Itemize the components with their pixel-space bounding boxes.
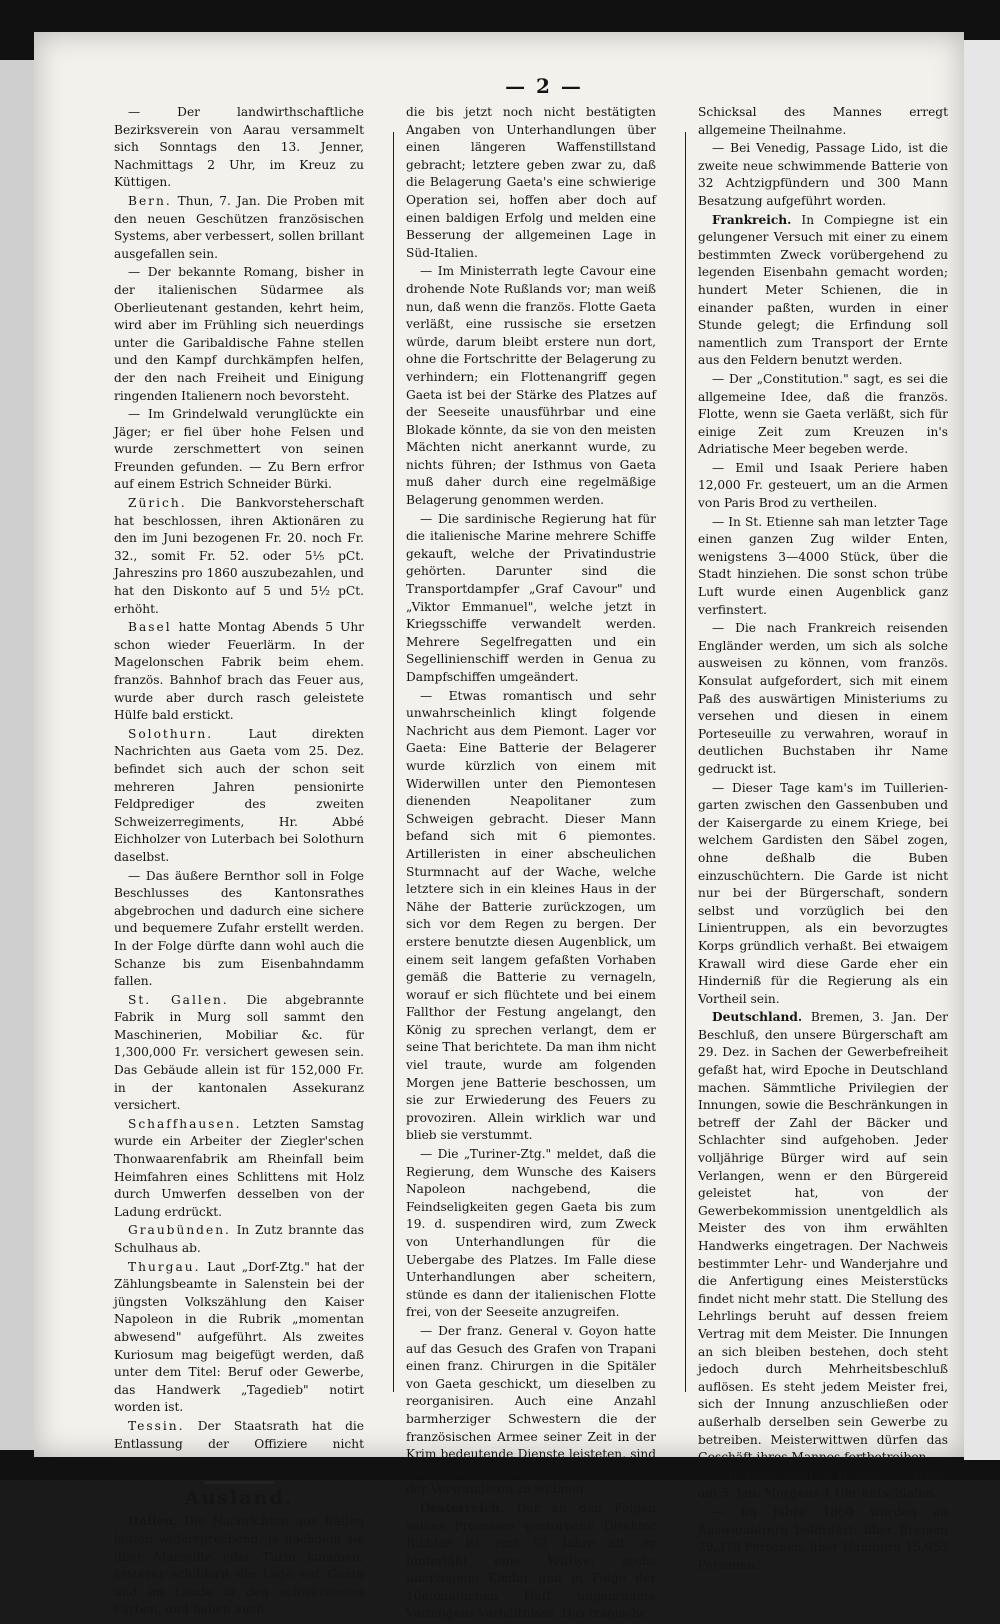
article-bezirksverein: — Der landwirthschaftliche Bezirksverein von Aarau versammelt sich Sonntags den 13. Jenner, Nachmittags 2 Uhr, im Kreuz zu Küttigen. [114, 105, 364, 190]
country-italien: Italien. [128, 1514, 178, 1529]
article-turiner-ztg: — Die „Turiner-Ztg." meldet, daß die Regierung, dem Wunsche des Kaisers Napoleon nachgebend, die Feindseligkeiten gegen Gaeta bis zum 19. d. suspendiren wird, zum Zweck von Unterhandlungen für die Uebergabe des Platzes. Im Falle diese Unterhandlungen aber scheitern, stünde es dann der italienischen Flotte frei, von der Seeseite anzugreifen. [406, 1147, 656, 1320]
column-1 [114, 104, 364, 1620]
column-3 [698, 104, 948, 1575]
article-goyon: — Der franz. General v. Goyon hatte auf das Gesuch des Grafen von Trapani einen franz. Chirurgen in die Spitäler von Gaeta geschickt, um dieselben zu reorganisiren. Auch eine Anzahl barmherziger Schwestern die der französischen Armee seiner Zeit in der Krim bedeutende Dienste leisteten, sind nach Gaeta gereist, um sich der Pflege der Verwundeten zu widmen. [406, 1323, 656, 1497]
place-st-gallen: St. Gallen. [128, 992, 229, 1007]
article-gaeta-batterie: — Etwas romantisch und sehr unwahrscheinlich klingt folgende Nachricht aus dem Piemont. Lager vor Gaeta: Eine Batterie der Belagerer wurde kürzlich von einem mit Widerwillen unter den Piemontesen dienenden Neapolitaner zum Schweigen gebracht. Dieser Mann befand sich mit 6 piemontes. Artilleristen in einer abscheulichen Sturmnacht auf der Wache, welche letztere sich in ein kleines Haus in der Nähe der Batterie zurückzogen, um sich vor dem Regen zu bergen. Der erstere benutzte diesen Augenblick, um einem seit langem gefaßten Vorhaben gemäß die Batterie zu vernageln, worauf er sich flüchtete und bei einem Fallthor der Festung angelangt, den König zu sprechen verlangt, dem er seine That berichtete. Da man ihm nicht viel traute, wurde am folgenden Morgen jene Batterie beschossen, um sie zur Erwiederung des Feuers zu provoziren. Allein wirklich war und blieb sie verstummt. [406, 688, 656, 1143]
article-graubuenden: Graubünden. In Zutz brannte das Schulhaus ab. [114, 1223, 364, 1255]
article-deutschland: Deutschland. Bremen, 3. Jan. Der Beschluß, den unsere Bürgerschaft am 29. Dez. in Sachen der Gewerbefreiheit gefaßt hat, wird Epoche in Deutschland machen. Sämmtliche Privilegien der Innungen, sowie die Beschränkungen in betreff der Zahl der Bäcker und Schlachter sind aufgehoben. Jeder volljährige Bürger wird auf sein Verlangen, wenn er den Bürgereid geleistet hat, von der Gewerbekommission unentgeldlich als Meister des von ihm erwählten Handwerks eingetragen. Der Nachweis bestimmter Lehr- und Wanderjahre und die Anfertigung eines Meisterstücks findet nicht mehr statt. Die Stellung des Lehrlings beruht auf dessen freiem Vertrag mit dem Meister. Die Innungen an sich bleiben bestehen, doch steht jedoch durch Mehrheitsbeschluß auflösen. Es steht jedem Meister frei, sich der Innung anzuschließen oder außerhalb derselben sein Gewerbe zu betreiben. Meisterwittwen dürfen das Geschäft ihres Mannes fortbetreiben. [698, 1010, 948, 1465]
article-thurgau: Thurgau. Laut „Dorf-Ztg." hat der Zählungsbeamte in Salenstein bei der jüngsten Volkszählung den Kaiser Napoleon in die Rubrik „momentan abwesend" aufgeführt. Als zweites Kuriosum mag beigefügt werden, daß unter dem Titel: Beruf oder Gewerbe, das Handwerk „Tagedieb" notirt worden ist. [114, 1259, 364, 1415]
article-italien-cont: die bis jetzt noch nicht bestätigten Angaben von Unterhandlungen über einen längeren Waffenstillstand gebracht; letztere geben zwar zu, daß die Belagerung Gaeta's eine schwierige Operation sei, hoffen aber doch auf einen baldigen Erfolg und melden eine Besserung der allgemeinen Lage in Süd-Italien. [406, 105, 656, 260]
article-bern: Bern. Thun, 7. Jan. Die Proben mit den neuen Geschützen französischen Systems, aber verbessert, sollen brillant ausgefallen sein. [114, 193, 364, 261]
article-constitution: — Der „Constitution." sagt, es sei die allgemeine Idee, daß die französ. Flotte, wenn sie Gaeta verläßt, sich für einige Zeit zum Kreuzen in's Adriatische Meer begeben werde. [698, 371, 948, 457]
article-grindelwald: — Im Grindelwald verunglückte ein Jäger; er fiel über hohe Felsen und wurde zerschmettert von seinen Freunden gefunden. — Zu Bern erfror auf einem Estrich Schneider Bürki. [114, 407, 364, 492]
country-deutschland: Deutschland. [712, 1010, 803, 1025]
article-schaffhausen: Schaffhausen. Letzten Samstag wurde ein Arbeiter der Ziegler'schen Thonwaarenfabrik am Rheinfall beim Heimfahren eines Schlittens mit Holz durch Umwerfen desselben von der Ladung erdrückt. [114, 1116, 364, 1219]
article-tessin: Tessin. Der Staatsrath hat die Entlassung der Offiziere nicht angenommen. [114, 1418, 364, 1469]
section-heading-ausland: Ausland. [184, 1486, 294, 1509]
article-basel: Basel hatte Montag Abends 5 Uhr schon wieder Feuerlärm. In der Magelonschen Fabrik beim ehem. französ. Bahnhof brach das Feuer aus, wurde aber durch rasch geleistete Hülfe bald erstickt. [114, 620, 364, 723]
article-bernthor: — Das äußere Bernthor soll in Folge Beschlusses des Kantonsrathes abgebrochen und dadurch eine sichere und bequemere Zufahr erstellt werden. In der Folge dürfte dann wohl auch die Schanze bis zum Eisenbahndamm fallen. [114, 868, 364, 989]
article-oesterreich: Oesterreich. Der an den Folgen seines Prozesses gestorbene Direktor Richter ist erst 52 Jahre alt; er hinterläßt eine Wittwe, sechs unerzogene Kinder und in Folge der 10monatlichen Haft ungeordnete Vermögens-Verhältnisse. Das tragische [406, 1500, 656, 1621]
page-number: — 2 — [505, 74, 583, 98]
article-sardinische-marine: — Die sardinische Regierung hat für die italienische Marine mehrere Schiffe gekauft, welche der Privatindustrie gehörten. Darunter sind die Transportdampfer „Graf Cavour" und „Viktor Emmanuel", welche jetzt in Kriegsschiffe verwandelt werden. Mehrere Segelfregatten und ein Segellinienschiff werden in Genua zu Dampfschiffen umgeändert. [406, 511, 656, 684]
article-englaender: — Die nach Frankreich reisenden Engländer werden, um sich als solche ausweisen zu können, vom französ. Konsulat aufgefordert, sich mit einem Paß des auswärtigen Ministeriums zu versehen und diesen in einem Porteseuille zu verwahren, worauf in deutlichen Buchstaben ihr Name gedruckt ist. [698, 621, 948, 776]
place-zuerich: Zürich. [128, 496, 187, 511]
article-cavour: — Im Ministerrath legte Cavour eine drohende Note Rußlands vor; man weiß nun, daß wenn die französ. Flotte Gaeta verläßt, eine russische sie ersetzen würde, darum bleibt erstere nun dort, ohne die Fortschritte der Belagerung zu verhindern; ein Flottenangriff gegen Gaeta ist bei der Stärke des Platzes auf der Seeseite unausführbar und eine Blokade könnte, da sie von den meisten Mächten nicht anerkannt wurde, zu nichts führen; der Isthmus von Gaeta muß daher durch eine regelmäßige Belagerung genommen werden. [406, 264, 656, 508]
article-auswanderer: — Im Jahre 1860 wurden an Auswanderern befördert: über Bremen 29,378 Personen, über Hamburg 15,953 Personen. [698, 1504, 948, 1572]
country-frankreich: Frankreich. [712, 212, 792, 227]
previous-page-edge [0, 60, 38, 1450]
article-zuerich: Zürich. Die Bankvorsteherschaft hat beschlossen, ihren Aktionären zu den im Juni bezogenen Fr. 20. noch Fr. 32., somit Fr. 52. oder 5⅕ pCt. Jahreszins pro 1860 auszubezahlen, und hat den Diskonto auf 5 und 5½ pCt. erhöht. [114, 496, 364, 616]
column-2 [406, 104, 656, 1624]
article-tuillerien: — Dieser Tage kam's im Tuillerien-garten zwischen den Gassenbuben und der Kaisergarde zu einem Kriege, bei welchem Gardisten den Säbel zogen, ohne deßhalb die Buben einzuschüchtern. Die Garde ist nicht nur bei der Bürgerschaft, sondern selbst und vorzüglich bei den Linientruppen, als ein bevorzugtes Korps gründlich verhaßt. Bei etwaigem Krawall wird diese Garde eher ein Hinderniß für die Regierung als ein Vortheil sein. [698, 780, 948, 1006]
article-oesterreich-cont: Schicksal des Mannes erregt allgemeine Theilnahme. [698, 105, 948, 137]
place-bern: Bern. [128, 193, 172, 208]
column-divider-2 [685, 132, 686, 1392]
article-periere: — Emil und Isaak Periere haben 12,000 Fr. gesteuert, um an die Armen von Paris Brod zu vertheilen. [698, 460, 948, 511]
place-tessin: Tessin. [128, 1418, 185, 1433]
newspaper-page [34, 32, 964, 1621]
article-st-etienne: — In St. Etienne sah man letzter Tage einen ganzen Zug wilder Enten, wenigstens 3—4000 Stück, über die Stadt hinziehen. Die sonst schon trübe Luft wurde einen Augenblick ganz verfinstert. [698, 514, 948, 617]
place-basel: Basel [128, 620, 172, 635]
place-graubuenden: Graubünden. [128, 1223, 231, 1238]
place-schaffhausen: Schaffhausen. [128, 1116, 242, 1131]
article-solothurn: Solothurn. Laut direkten Nachrichten aus Gaeta vom 25. Dez. befindet sich auch der schon seit mehreren Jahren pensionirte Feldprediger des zweiten Schweizerregiments, Hr. Abbé Eichholzer von Luterbach bei Solothurn daselbst. [114, 726, 364, 864]
article-duesseldorf: — In Düsseldorf ist Heinrich v. Arnim am 5. Jan. Morgens 4 Uhr entschlafen. [698, 1468, 948, 1501]
next-page-edge [964, 40, 1000, 1460]
place-thurgau: Thurgau. [128, 1259, 201, 1274]
place-solothurn: Solothurn. [128, 726, 214, 741]
article-romang: — Der bekannte Romang, bisher in der italienischen Südarmee als Oberlieutenant gestanden, kehrt heim, wird aber im Frühling sich neuerdings unter die Garibaldische Fahne stellen und den Kampf durchkämpfen helfen, der den nach Freiheit und Einigung ringenden Italienern noch bevorsteht. [114, 265, 364, 403]
article-st-gallen: St. Gallen. Die abgebrannte Fabrik in Murg soll sammt den Maschinerien, Mobiliar &c. für 1,300,000 Fr. versichert gewesen sein. Das Gebäude allein ist für 152,000 Fr. in der kantonalen Assekuranz versichert. [114, 992, 364, 1113]
country-oesterreich: Oesterreich. [420, 1500, 505, 1515]
article-frankreich: Frankreich. In Compiegne ist ein gelungener Versuch mit einer zu einem bestimmten Zweck vorübergehend zu legenden Eisenbahn gemacht worden; hundert Meter Schienen, die in einander paßten, wurden in einer Stunde gelegt; die Erfindung soll namentlich zum Transport der Ernte aus den Feldern benutzt werden. [698, 212, 948, 368]
article-italien: Italien. Die Nachrichten aus Italien lauten widersprechend, je nachdem sie über Marseille oder Turin kommen; ersterer schildern die Lage vor Gaeta und im Lande in den schwärzesten Farben, und haben auch [114, 1514, 364, 1617]
column-divider-1 [393, 132, 394, 1392]
article-venedig: — Bei Venedig, Passage Lido, ist die zweite neue schwimmende Batterie von 32 Achtzigpfündern und 300 Mann Besatzung aufgeführt worden. [698, 141, 948, 208]
section-rule [204, 1481, 274, 1484]
